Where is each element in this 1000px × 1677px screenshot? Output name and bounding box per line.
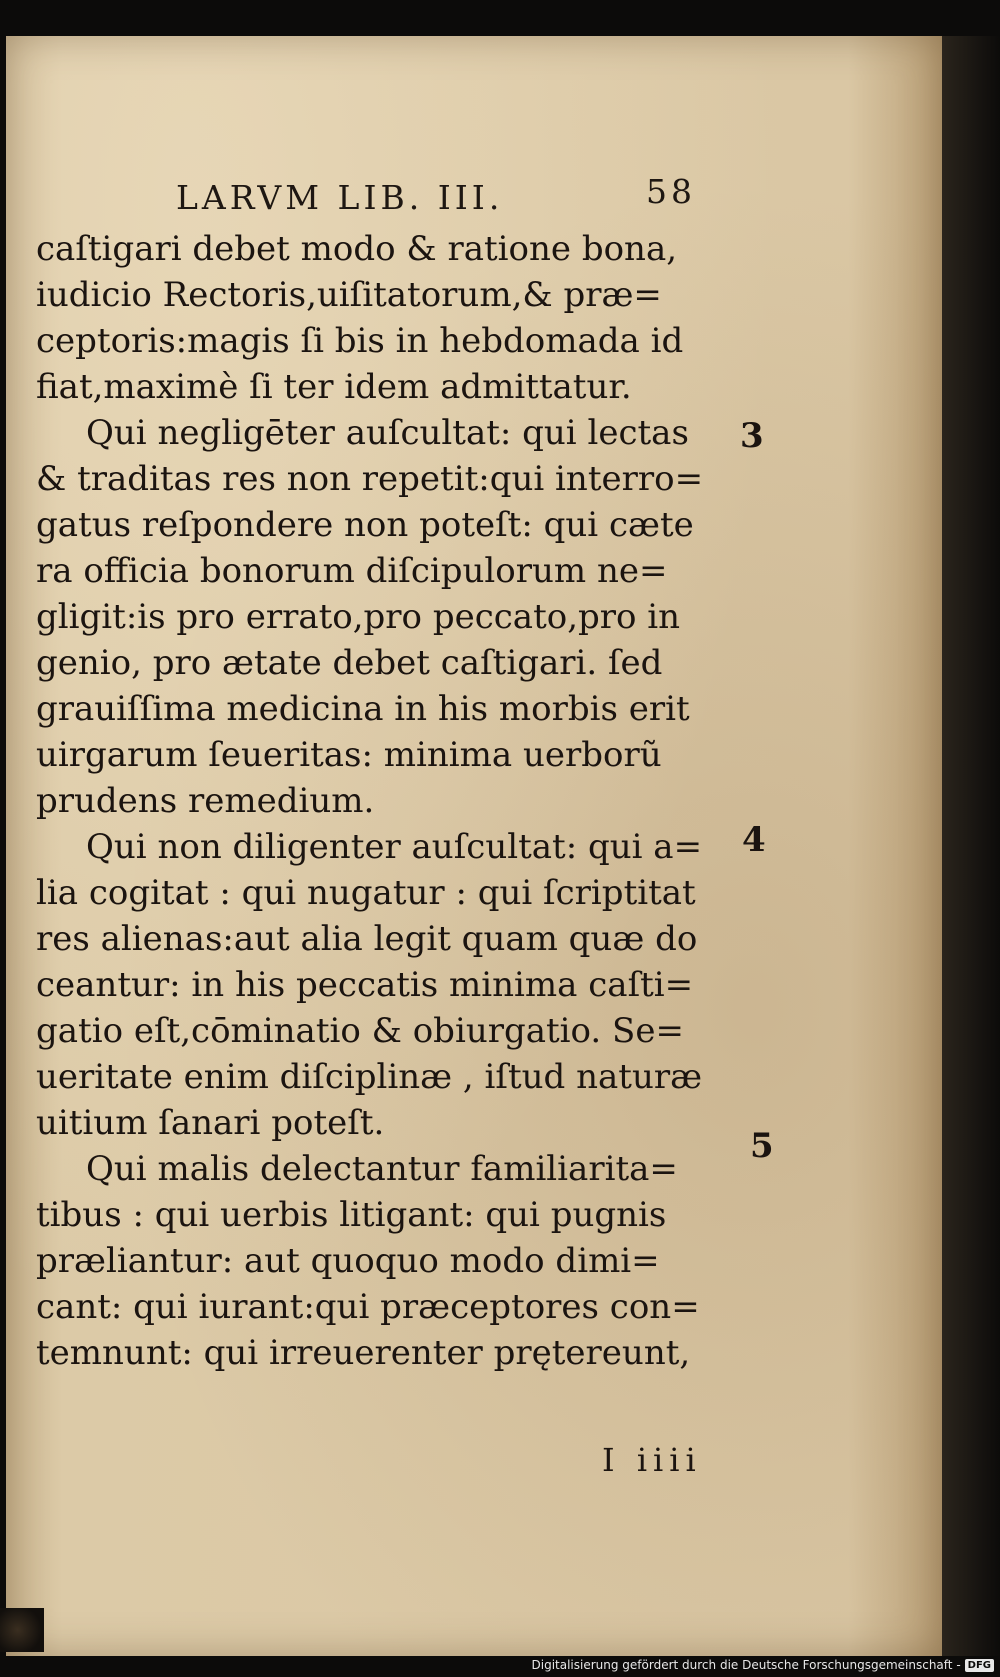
margin-number: 4 — [742, 820, 766, 860]
text-line: fiat,maximè ſi ter idem admittatur. — [36, 367, 632, 407]
text-line: grauiſſima medicina in his morbis erit — [36, 689, 690, 729]
text-line: genio, pro ætate debet caſtigari. ſed — [36, 643, 663, 683]
text-line: caſtigari debet modo & ratione bona, — [36, 229, 678, 269]
text-line: cant: qui iurant:qui præceptores con= — [36, 1287, 700, 1327]
text-line: Qui negligēter auſcultat: qui lectas — [86, 413, 689, 453]
page-edge — [942, 36, 1000, 1656]
binding-corner — [0, 1608, 44, 1652]
text-line: Qui malis delectantur familiarita= — [86, 1149, 678, 1189]
signature-mark: I iiii — [602, 1441, 702, 1479]
book-page — [6, 36, 942, 1656]
footer-credit: Digitalisierung gefördert durch die Deutsche Forschungsgemeinschaft - — [531, 1658, 961, 1672]
text-line: res alienas:aut alia legit quam quæ do — [36, 919, 698, 959]
margin-number: 5 — [750, 1126, 774, 1166]
running-head-title: LARVM LIB. III. — [176, 178, 504, 217]
text-line: ceptoris:magis ſi bis in hebdomada id — [36, 321, 684, 361]
text-line: ceantur: in his peccatis minima caſti= — [36, 965, 694, 1005]
text-line: præliantur: aut quoquo modo dimi= — [36, 1241, 660, 1281]
text-line: tibus : qui uerbis litigant: qui pugnis — [36, 1195, 667, 1235]
text-line: gatus reſpondere non poteſt: qui cæte — [36, 505, 694, 545]
digitization-footer — [532, 1655, 995, 1675]
text-line: gligit:is pro errato,pro peccato,pro in — [36, 597, 681, 637]
dfg-logo-icon: DFG — [965, 1659, 994, 1672]
text-line: Qui non diligenter auſcultat: qui a= — [86, 827, 703, 867]
text-line: gatio eſt,cōminatio & obiurgatio. Se= — [36, 1011, 684, 1051]
text-line: uitium ſanari poteſt. — [36, 1103, 385, 1143]
margin-number: 3 — [740, 416, 764, 456]
text-line: lia cogitat : qui nugatur : qui ſcriptitat — [36, 873, 696, 913]
text-line: ra officia bonorum diſcipulorum ne= — [36, 551, 668, 591]
text-line: uirgarum ſeueritas: minima uerborũ — [36, 735, 662, 775]
text-line: iudicio Rectoris,uiſitatorum,& præ= — [36, 275, 662, 315]
page-number: 58 — [646, 172, 696, 211]
running-head — [176, 172, 696, 224]
text-line: & traditas res non repetit:qui interro= — [36, 459, 704, 499]
text-line: ueritate enim diſciplinæ , iſtud naturæ — [36, 1057, 703, 1097]
body-text — [36, 226, 756, 1376]
text-line: prudens remedium. — [36, 781, 375, 821]
text-line: temnunt: qui irreuerenter prętereunt, — [36, 1333, 691, 1373]
